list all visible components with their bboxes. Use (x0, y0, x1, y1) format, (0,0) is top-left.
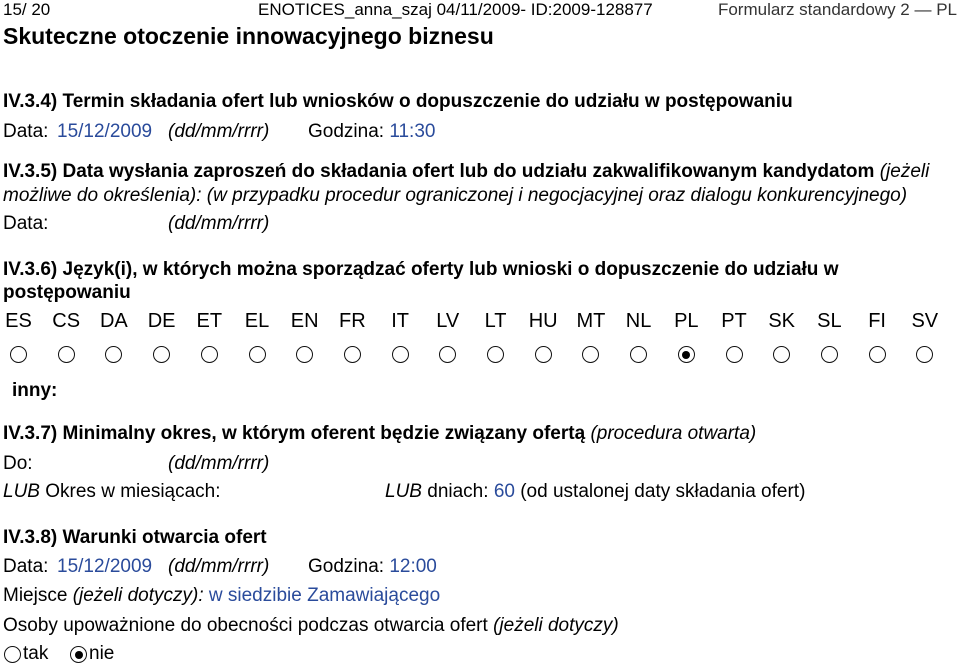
page-header (0, 0, 960, 20)
opening-persons-row (0, 615, 960, 637)
days-value: 60 (493, 481, 515, 502)
section-iv-3-5-note-start: (jeżeli (879, 161, 930, 182)
or-label-days: LUB (385, 481, 422, 502)
section-iv-3-4-heading: IV.3.4) Termin składania ofert lub wniosków o dopuszczenie do udziału w postępowaniu (3, 91, 793, 112)
other-language-row (0, 380, 960, 402)
language-radio-es[interactable] (10, 346, 27, 363)
place-label: Miejsce (3, 585, 68, 606)
binding-until-label: Do: (3, 453, 33, 474)
binding-period-row (0, 481, 960, 503)
opening-date-row (0, 556, 960, 578)
language-radio-da[interactable] (105, 346, 122, 363)
language-code-sl: SL (817, 310, 842, 332)
language-radio-en[interactable] (296, 346, 313, 363)
language-radio-sl[interactable] (821, 346, 838, 363)
language-radio-hu[interactable] (535, 346, 552, 363)
opening-time-group (308, 556, 437, 578)
language-radio-it[interactable] (392, 346, 409, 363)
language-code-nl: NL (625, 310, 652, 332)
section-iv-3-7-title: IV.3.7) Minimalny okres, w którym oferent będzie związany ofertą (3, 423, 586, 444)
language-code-cs: CS (52, 310, 81, 332)
language-code-sk: SK (768, 310, 796, 332)
language-radio-cs[interactable] (58, 346, 75, 363)
section-iv-3-6-heading-cont: postępowaniu (3, 282, 131, 303)
section-iv-3-7-heading (0, 423, 960, 445)
language-code-fr: FR (339, 310, 366, 332)
page-number: 15/ 20 (3, 0, 51, 19)
option-label-tak: tak (23, 643, 49, 664)
days-label: dniach: (427, 481, 489, 502)
opening-place-row (0, 585, 960, 607)
other-language-label: inny: (12, 380, 58, 401)
language-radio-lv[interactable] (439, 346, 456, 363)
language-radio-row (0, 346, 960, 363)
language-radio-fi[interactable] (869, 346, 886, 363)
language-radio-pt[interactable] (726, 346, 743, 363)
or-label: LUB (3, 481, 40, 502)
language-radio-sk[interactable] (773, 346, 790, 363)
section-iv-3-7-note: (procedura otwarta) (590, 423, 757, 444)
place-value: w siedzibie Zamawiającego (208, 585, 441, 606)
place-note: (jeżeli dotyczy): (72, 585, 204, 606)
language-radio-mt[interactable] (582, 346, 599, 363)
notice-id: ENOTICES_anna_szaj 04/11/2009- ID:2009-128877 (258, 0, 653, 19)
months-label: Okres w miesiącach: (45, 481, 221, 502)
language-code-fi: FI (868, 310, 886, 332)
persons-label: Osoby upoważnione do obecności podczas otwarcia ofert (3, 615, 488, 636)
opening-time-label: Godzina: (308, 556, 385, 577)
invitation-date-label: Data: (3, 213, 49, 234)
language-code-lv: LV (436, 310, 460, 332)
submission-time-group (308, 121, 435, 143)
submission-time-value: 11:30 (389, 121, 436, 142)
binding-until-format-hint: (dd/mm/rrrr) (168, 453, 270, 474)
language-radio-sv[interactable] (916, 346, 933, 363)
submission-deadline-row (0, 121, 960, 143)
language-radio-nl[interactable] (630, 346, 647, 363)
section-iv-3-5-title: IV.3.5) Data wysłania zaproszeń do składania ofert lub do udziału zakwalifikowanym kandydatom (3, 161, 875, 182)
language-code-es: ES (5, 310, 32, 332)
language-radio-pl[interactable] (678, 346, 695, 363)
language-code-el: EL (244, 310, 270, 332)
option-radio-tak[interactable] (4, 646, 21, 663)
language-radio-et[interactable] (201, 346, 218, 363)
days-group (385, 481, 805, 503)
section-iv-3-5-heading (0, 161, 960, 183)
submission-time-label: Godzina: (308, 121, 385, 142)
language-radio-fr[interactable] (344, 346, 361, 363)
option-radio-nie[interactable] (70, 646, 87, 663)
language-code-en: EN (290, 310, 319, 332)
opening-date-label: Data: (3, 556, 49, 577)
option-label-nie: nie (89, 643, 115, 664)
invitation-date-row (0, 213, 960, 235)
language-code-mt: MT (576, 310, 606, 332)
language-code-de: DE (147, 310, 176, 332)
submission-date-value: 15/12/2009 (57, 121, 153, 142)
section-iv-3-8-heading: IV.3.8) Warunki otwarcia ofert (3, 527, 267, 548)
language-radio-el[interactable] (249, 346, 266, 363)
section-iv-3-5-note: możliwe do określenia): (w przypadku procedur ograniczonej i negocjacyjnej oraz dialogu konkurencyjnego) (3, 185, 908, 206)
language-codes-row (0, 310, 960, 333)
invitation-date-format-hint: (dd/mm/rrrr) (168, 213, 270, 234)
opening-date-format-hint: (dd/mm/rrrr) (168, 556, 270, 577)
language-code-et: ET (196, 310, 223, 332)
language-radio-lt[interactable] (487, 346, 504, 363)
language-code-da: DA (99, 310, 128, 332)
opening-time-value: 12:00 (389, 556, 437, 577)
persons-note: (jeżeli dotyczy) (493, 615, 619, 636)
document-title: Skuteczne otoczenie innowacyjnego biznesu (3, 23, 494, 49)
language-radio-de[interactable] (153, 346, 170, 363)
language-code-it: IT (391, 310, 409, 332)
section-iv-3-6-heading: IV.3.6) Język(i), w których można sporządzać oferty lub wnioski o dopuszczenie do udziału w (3, 259, 839, 280)
persons-options-row (0, 644, 960, 664)
submission-date-format-hint: (dd/mm/rrrr) (168, 121, 270, 142)
language-code-hu: HU (528, 310, 558, 332)
form-name: Formularz standardowy 2 — PL (717, 0, 957, 19)
language-code-pl: PL (674, 310, 699, 332)
language-code-lt: LT (484, 310, 507, 332)
submission-date-label: Data: (3, 121, 49, 142)
opening-date-value: 15/12/2009 (57, 556, 153, 577)
language-code-sv: SV (911, 310, 939, 332)
language-code-pt: PT (721, 310, 747, 332)
days-note: (od ustalonej daty składania ofert) (520, 481, 806, 502)
binding-until-row (0, 453, 960, 475)
